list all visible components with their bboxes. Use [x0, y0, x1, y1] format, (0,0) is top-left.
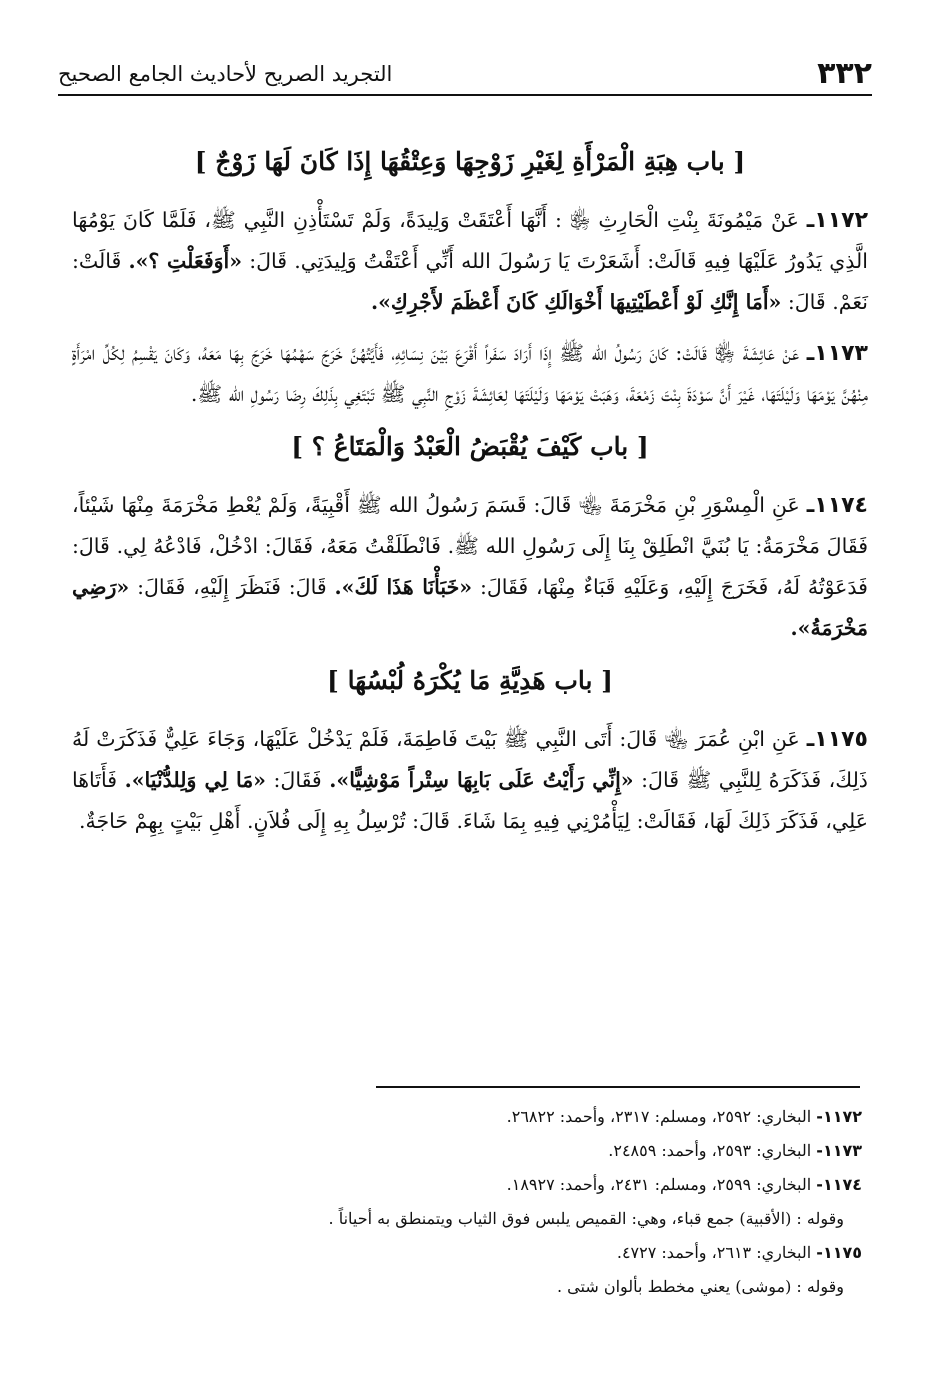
prophetic-quote: «مَا لِي وَلِلدُّنْيَا».	[124, 768, 266, 792]
book-title: التجريد الصريح لأحاديث الجامع الصحيح	[58, 62, 393, 86]
hadith-1173	[72, 333, 868, 415]
footnote-1175	[80, 1236, 862, 1270]
hadith-text: عَنِ الْمِسْوَرِ بْنِ مَخْرَمَةَ ﵄ قَالَ: قَسَمَ رَسُولُ الله ﷺ أَقْبِيَةً، وَلَمْ يُعْطِ مَخْرَمَةَ مِنْهَا شَيْئاً، فَقَالَ مَخْرَمَةُ: يَا بُنَيَّ انْطَلِقْ بِنَا إِلَى رَسُولِ الله ﷺ. فَانْطَلَقْتُ مَعَهُ، فَقَالَ: ادْخُلْ، فَادْعُهُ لِي. قَالَ: فَدَعَوْتُهُ لَهُ، فَخَرَجَ إِلَيْهِ، وَعَلَيْهِ قَبَاءٌ مِنْهَا، فَقَالَ:	[72, 493, 868, 599]
footnote-number: ١١٧٣-	[816, 1141, 862, 1160]
footnote-number: ١١٧٥-	[816, 1243, 862, 1262]
footnote-text: البخاري: ٢٦١٣، وأحمد: ٤٧٢٧.	[616, 1243, 812, 1262]
footnote-text: البخاري: ٢٥٩٩، ومسلم: ٢٤٣١، وأحمد: ١٨٩٢٧.	[506, 1175, 812, 1194]
footnote-number: ١١٧٢-	[816, 1107, 862, 1126]
hadith-number: ١١٧٣ـ	[806, 341, 868, 366]
footnote-text: البخاري: ٢٥٩٣، وأحمد: ٢٤٨٥٩.	[608, 1141, 812, 1160]
chapter-heading: [ باب هَدِيَّةِ مَا يُكْرَهُ لُبْسُهَا ]	[327, 666, 613, 695]
footnote-1173	[80, 1134, 862, 1168]
prophetic-quote: «أَوَفَعَلْتِ ؟».	[128, 249, 243, 273]
chapter-heading: [ باب هِبَةِ الْمَرْأَةِ لِغَيْرِ زَوْجِهَا وَعِتْقُهَا إِذَا كَانَ لَهَا زَوْجٌ ]	[194, 147, 746, 176]
hadith-text: فَأَتَاهَا عَلِي، فَذَكَرَ ذَلِكَ لَهَا، فَقَالَتْ: لِيَأْمُرْنِي فِيهِ بِمَا شَاءَ. قَالَ: تُرْسِلُ بِهِ إِلَى فُلاَنٍ. أَهْلِ بَيْتٍ بِهِمْ حَاجَةٌ.	[72, 768, 868, 833]
footnote-divider	[376, 1086, 860, 1088]
footnotes	[80, 1100, 862, 1304]
hadith-text: قَالَ: فَنَظَرَ إِلَيْهِ، فَقَالَ:	[137, 575, 327, 599]
prophetic-quote: «خَبَأْنَا هَذَا لَكَ».	[334, 575, 473, 599]
footnote-1172	[80, 1100, 862, 1134]
footnote-gloss: وقوله : (الأقبية) جمع قباء، وهي: القميص يلبس فوق الثياب ويتمنطق به أحياناً .	[328, 1209, 844, 1228]
prophetic-quote: «رَضِي مَخْرَمَةُ».	[72, 575, 868, 640]
hadith-1174	[72, 485, 868, 649]
hadith-number: ١١٧٤ـ	[806, 493, 868, 518]
hadith-text: عَنِ ابْنِ عُمَرَ ﵄ قَالَ: أَتَى النَّبِي ﷺ بَيْتَ فَاطِمَةَ، فَلَمْ يَدْخُلْ عَلَيْهَا، وَجَاءَ عَلِيٌّ فَذَكَرَتْ لَهُ ذَلِكَ، فَذَكَرَهُ لِلنَّبِي ﷺ قَالَ:	[72, 727, 868, 792]
main-text	[72, 140, 868, 852]
chapter-heading: [ باب كَيْفَ يُقْبَضُ الْعَبْدُ وَالْمَتَاعُ ؟ ]	[291, 432, 649, 461]
hadith-number: ١١٧٥ـ	[806, 727, 868, 752]
footnote-1174	[80, 1168, 862, 1202]
hadith-number: ١١٧٢ـ	[806, 208, 868, 233]
hadith-text: عَنْ عَائِشَةَ ﵂ قَالَتْ: كَانَ رَسُولُ الله ﷺ إِذَا أَرَادَ سَفَراً أَقْرَعَ بَيْنَ نِسَائِهِ، فَأَيَّتُهُنَّ خَرَجَ سَهْمُهَا خَرَجَ بِهَا مَعَهُ، وَكَانَ يَقْسِمُ لِكُلِّ امْرَأَةٍ مِنْهُنَّ يَوْمَهَا وَلَيْلَتَهَا، غَيْرَ أَنَّ سَوْدَةَ بِنْتَ زَمْعَةَ، وَهَبَتْ يَوْمَهَا وَلَيْلَتَهَا لِعَائِشَةَ زَوْجِ النَّبِي ﷺ تَبْتَغِي بِذَلِكَ رِضَا رَسُولِ الله ﷺ.	[72, 341, 868, 406]
hadith-text: قَالَتْ: نَعَمْ. قَالَ:	[72, 249, 868, 314]
prophetic-quote: «إِنِّي رَأَيْتُ عَلَى بَابِهَا سِتْراً مَوْشِيًّا».	[329, 768, 634, 792]
running-header	[58, 54, 872, 96]
prophetic-quote: «أَمَا إِنَّكِ لَوْ أَعْطَيْتِيهَا أَخْوَالَكِ كَانَ أَعْظَمَ لأَجْرِكِ».	[370, 290, 782, 314]
hadith-text: عَنْ مَيْمُونَةَ بِنْتِ الْحَارِثِ ﵂ : أَنَّهَا أَعْتَقَتْ وَلِيدَةً، وَلَمْ تَسْتَأْذِنِ النَّبِي ﷺ، فَلَمَّا كَانَ يَوْمُهَا الَّذِي يَدُورُ عَلَيْهَا فِيهِ قَالَتْ: أَشَعَرْتَ يَا رَسُولَ الله أَنِّي أَعْتَقْتُ وَلِيدَتِي. قَالَ:	[72, 208, 868, 273]
footnote-gloss: وقوله : (موشى) يعني مخطط بألوان شتى .	[556, 1277, 844, 1296]
hadith-text: فَقَالَ:	[273, 768, 322, 792]
footnote-text: البخاري: ٢٥٩٢، ومسلم: ٢٣١٧، وأحمد: ٢٦٨٢٢.	[506, 1107, 812, 1126]
footnote-number: ١١٧٤-	[816, 1175, 862, 1194]
hadith-1175	[72, 719, 868, 842]
page-number: ٣٣٢	[817, 56, 872, 91]
hadith-1172	[72, 200, 868, 323]
